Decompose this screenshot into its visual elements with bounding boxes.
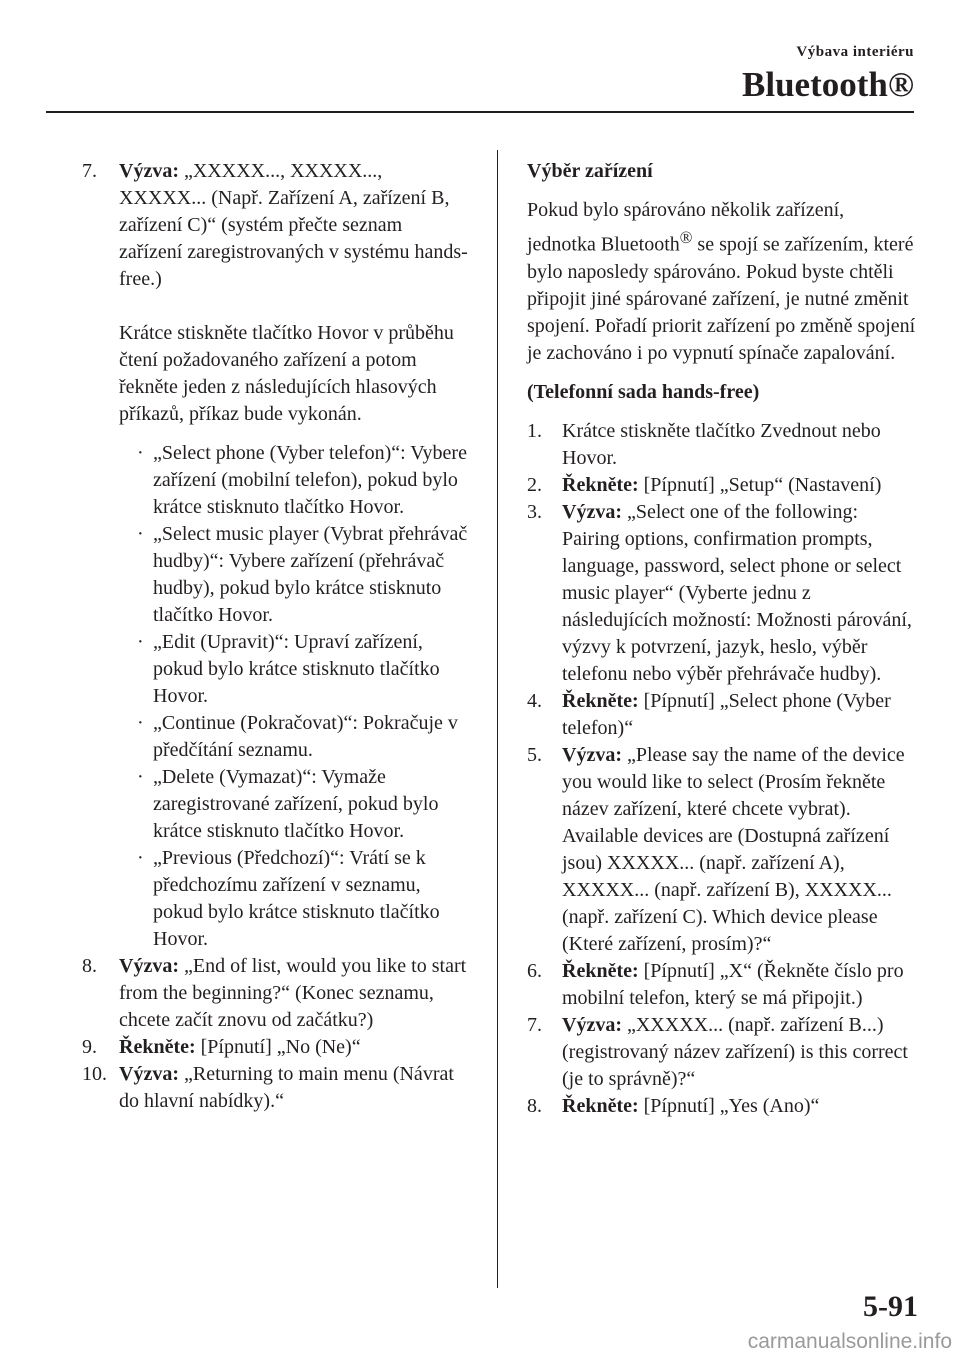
step-text: [Pípnutí] „X“ (Řekněte číslo pro mobilní telefon, který se má připojit.) — [562, 959, 904, 1009]
step-7-right — [527, 1012, 917, 1093]
step-label: Výzva: — [119, 1063, 179, 1085]
step-3 — [527, 499, 917, 688]
step-label: Řekněte: — [562, 1094, 639, 1117]
section-heading: Výběr zařízení — [527, 160, 653, 182]
step-label: Řekněte: — [562, 959, 639, 982]
bullet-icon: · — [137, 631, 144, 653]
step-text: „Returning to main menu (Návrat do hlavní nabídky).“ — [119, 1063, 454, 1112]
intro-paragraph: Pokud bylo spárováno několik zařízení, jednotka Bluetooth® se spojí se zařízením, které bylo naposledy spárováno. Pokud byste chtěli připojit jiné spárované zařízení, je nutné změnit spojení. Pořadí priorit zařízení po změně spojení je zachováno i po vypnutí spínače zapalování. — [527, 199, 916, 364]
page-number: 5-91 — [863, 1290, 918, 1323]
step-number: 4. — [527, 689, 542, 712]
step-label: Výzva: — [562, 743, 622, 766]
step-10 — [82, 1061, 468, 1115]
registered-mark: ® — [679, 228, 693, 247]
step-label: Výzva: — [119, 160, 179, 182]
step-number: 7. — [527, 1013, 542, 1036]
step-number: 9. — [82, 1036, 97, 1058]
step-1 — [527, 418, 917, 472]
subsection-title: Výbava interiéru — [796, 44, 914, 60]
step-text: „XXXXX... (např. zařízení B...) (registrovaný název zařízení) is this correct (je to správně)?“ — [562, 1013, 908, 1090]
step-number: 2. — [527, 473, 542, 496]
step-text: „End of list, would you like to start from the beginning?“ (Konec seznamu, chcete začít znovu od začátku?) — [119, 955, 467, 1031]
step-5 — [527, 742, 917, 958]
step-text: [Pípnutí] „Setup“ (Nastavení) — [638, 473, 882, 496]
step-8-right — [527, 1093, 917, 1120]
watermark: carmanualsonline.info — [747, 1330, 952, 1353]
step-number: 7. — [82, 160, 97, 182]
page-header — [742, 44, 914, 102]
step-label: Výzva: — [562, 1013, 622, 1036]
step-label: Výzva: — [119, 955, 179, 977]
command-item: · „Continue (Pokračovat)“: Pokračuje v předčítání seznamu. — [137, 712, 458, 761]
command-list — [119, 440, 468, 953]
instruction-paragraph: Krátce stiskněte tlačítko Hovor v průběhu čtení požadovaného zařízení a potom řekněte jeden z následujících hlasových příkazů, příkaz bude vykonán. — [119, 322, 454, 425]
step-label: Řekněte: — [119, 1036, 196, 1058]
step-2 — [527, 472, 917, 499]
step-9 — [82, 1034, 468, 1061]
bullet-icon: · — [137, 712, 144, 734]
step-4 — [527, 688, 917, 742]
command-item: · „Select music player (Vybrat přehrávač hudby)“: Vybere zařízení (přehrávač hudby), pokud bylo krátce stisknuto tlačítko Hovor. — [137, 523, 468, 626]
bullet-icon: · — [137, 523, 144, 545]
step-text: Krátce stiskněte tlačítko Zvednout nebo Hovor. — [562, 419, 881, 469]
step-number: 3. — [527, 500, 542, 523]
left-column — [82, 158, 468, 1115]
step-8 — [82, 953, 468, 1034]
step-6 — [527, 958, 917, 1012]
step-7 — [82, 158, 468, 953]
step-number: 10. — [82, 1063, 107, 1085]
step-label: Řekněte: — [562, 473, 639, 496]
step-text: „XXXXX..., XXXXX..., XXXXX... (Např. Zařízení A, zařízení B, zařízení C)“ (systém přečte seznam zařízení zaregistrovaných v systému hands-free.) — [119, 160, 468, 290]
step-text: [Pípnutí] „Select phone (Vyber telefon)“ — [562, 689, 891, 739]
right-column — [527, 158, 917, 1120]
step-text: [Pípnutí] „Yes (Ano)“ — [638, 1094, 820, 1117]
command-item: · „Delete (Vymazat)“: Vymaže zaregistrované zařízení, pokud bylo krátce stisknuto tlačítko Hovor. — [137, 766, 439, 842]
section-title: Bluetooth® — [742, 65, 914, 104]
bullet-icon: · — [137, 766, 144, 788]
step-number: 8. — [82, 955, 97, 977]
bullet-icon: · — [137, 442, 144, 464]
bullet-icon: · — [137, 847, 144, 869]
step-label: Výzva: — [562, 500, 622, 523]
step-text: „Please say the name of the device you would like to select (Prosím řekněte název zařízení, které chcete vybrat). Available devices are (Dostupná zařízení jsou) XXXXX... (např. zařízení A), XXXXX... (např. zařízení B), XXXXX... (např. zařízení C). Which device please (Které zařízení, prosím)?“ — [562, 743, 905, 955]
header-rule — [46, 111, 914, 113]
command-item: · „Select phone (Vyber telefon)“: Vybere zařízení (mobilní telefon), pokud bylo krátce stisknuto tlačítko Hovor. — [137, 442, 467, 518]
step-text: „Select one of the following: Pairing options, confirmation prompts, language, password, select phone or select music player“ (Vyberte jednu z následujících možností: Možnosti párování, výzvy k potvrzení, jazyk, heslo, výběr telefonu nebo výběr přehrávače hudby). — [562, 500, 912, 685]
step-label: Řekněte: — [562, 689, 639, 712]
command-item: · „Edit (Upravit)“: Upraví zařízení, pokud bylo krátce stisknuto tlačítko Hovor. — [137, 631, 440, 707]
step-text: [Pípnutí] „No (Ne)“ — [195, 1036, 361, 1058]
step-number: 1. — [527, 419, 542, 442]
step-number: 6. — [527, 959, 542, 982]
column-divider — [497, 150, 498, 1288]
step-number: 5. — [527, 743, 542, 766]
subheading: (Telefonní sada hands-free) — [527, 380, 760, 403]
step-number: 8. — [527, 1094, 542, 1117]
command-item: · „Previous (Předchozí)“: Vrátí se k předchozímu zařízení v seznamu, pokud bylo krátce stisknuto tlačítko Hovor. — [137, 847, 440, 950]
